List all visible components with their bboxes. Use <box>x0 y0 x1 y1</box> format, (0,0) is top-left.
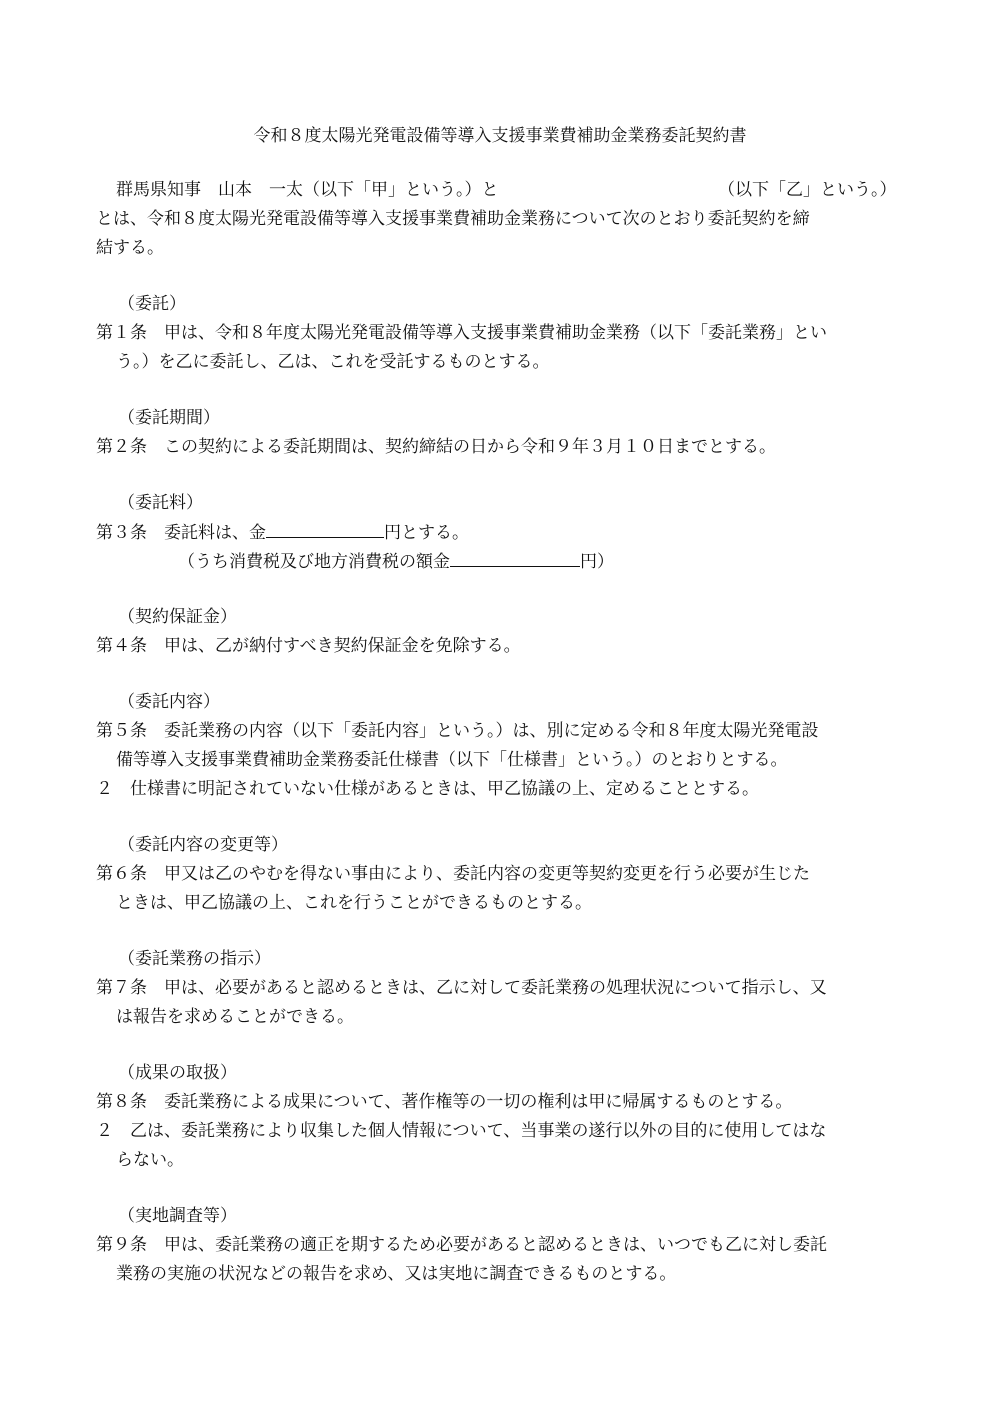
article-5-line-1: 第５条 委託業務の内容（以下「委託内容」という。）は、別に定める令和８年度太陽光発電設 <box>96 721 819 741</box>
article-5-line-3: ２ 仕様書に明記されていない仕様があるときは、甲乙協議の上、定めることとする。 <box>96 779 759 799</box>
document-title: 令和８度太陽光発電設備等導入支援事業費補助金業務委託契約書 <box>253 126 747 146</box>
preamble-line-3: 結する。 <box>96 238 164 258</box>
article-4-line-1: 第４条 甲は、乙が納付すべき契約保証金を免除する。 <box>96 636 521 656</box>
article-9-heading: （実地調査等） <box>118 1206 237 1226</box>
article-8-line-1: 第８条 委託業務による成果について、著作権等の一切の権利は甲に帰属するものとする。 <box>96 1092 793 1112</box>
preamble-line-1-right: （以下「乙」という。） <box>718 180 897 200</box>
tax-suffix: 円） <box>580 552 614 572</box>
article-9-line-1: 第９条 甲は、委託業務の適正を期するため必要があると認めるときは、いつでも乙に対し委託 <box>96 1235 827 1255</box>
article-8-line-3: らない。 <box>116 1150 184 1170</box>
article-5-line-2: 備等導入支援事業費補助金業務委託仕様書（以下「仕様書」という。）のとおりとする。 <box>116 750 788 770</box>
article-3-line-1 <box>96 521 469 544</box>
fee-label: 第３条 委託料は、金 <box>96 523 266 543</box>
article-2-heading: （委託期間） <box>118 408 220 428</box>
article-6-line-2: ときは、甲乙協議の上、これを行うことができるものとする。 <box>116 893 592 913</box>
article-5-heading: （委託内容） <box>118 692 220 712</box>
article-8-line-2: ２ 乙は、委託業務により収集した個人情報について、当事業の遂行以外の目的に使用してはな <box>96 1121 827 1141</box>
article-9-line-2: 業務の実施の状況などの報告を求め、又は実地に調査できるものとする。 <box>116 1264 677 1284</box>
article-7-line-2: は報告を求めることができる。 <box>116 1007 354 1027</box>
article-6-line-1: 第６条 甲又は乙のやむを得ない事由により、委託内容の変更等契約変更を行う必要が生じた <box>96 864 810 884</box>
preamble-line-2: とは、令和８度太陽光発電設備等導入支援事業費補助金業務について次のとおり委託契約を締 <box>96 209 810 229</box>
article-1-line-1: 第１条 甲は、令和８年度太陽光発電設備等導入支援事業費補助金業務（以下「委託業務」とい <box>96 323 827 343</box>
article-2-line-1: 第２条 この契約による委託期間は、契約締結の日から令和９年３月１０日までとする。 <box>96 437 776 457</box>
fee-amount-blank <box>266 521 384 538</box>
article-8-heading: （成果の取扱） <box>118 1063 237 1083</box>
tax-label: （うち消費税及び地方消費税の額金 <box>178 552 450 572</box>
preamble-line-1-left: 群馬県知事 山本 一太（以下「甲」という。）と <box>116 180 499 200</box>
tax-amount-blank <box>450 550 580 567</box>
article-6-heading: （委託内容の変更等） <box>118 835 288 855</box>
article-1-line-2: う。）を乙に委託し、乙は、これを受託するものとする。 <box>116 352 550 372</box>
article-7-heading: （委託業務の指示） <box>118 949 271 969</box>
article-1-heading: （委託） <box>118 294 186 314</box>
article-3-line-2 <box>178 550 614 573</box>
fee-suffix: 円とする。 <box>384 523 469 543</box>
article-4-heading: （契約保証金） <box>118 607 237 627</box>
article-7-line-1: 第７条 甲は、必要があると認めるときは、乙に対して委託業務の処理状況について指示し、又 <box>96 978 827 998</box>
article-3-heading: （委託料） <box>118 493 203 513</box>
